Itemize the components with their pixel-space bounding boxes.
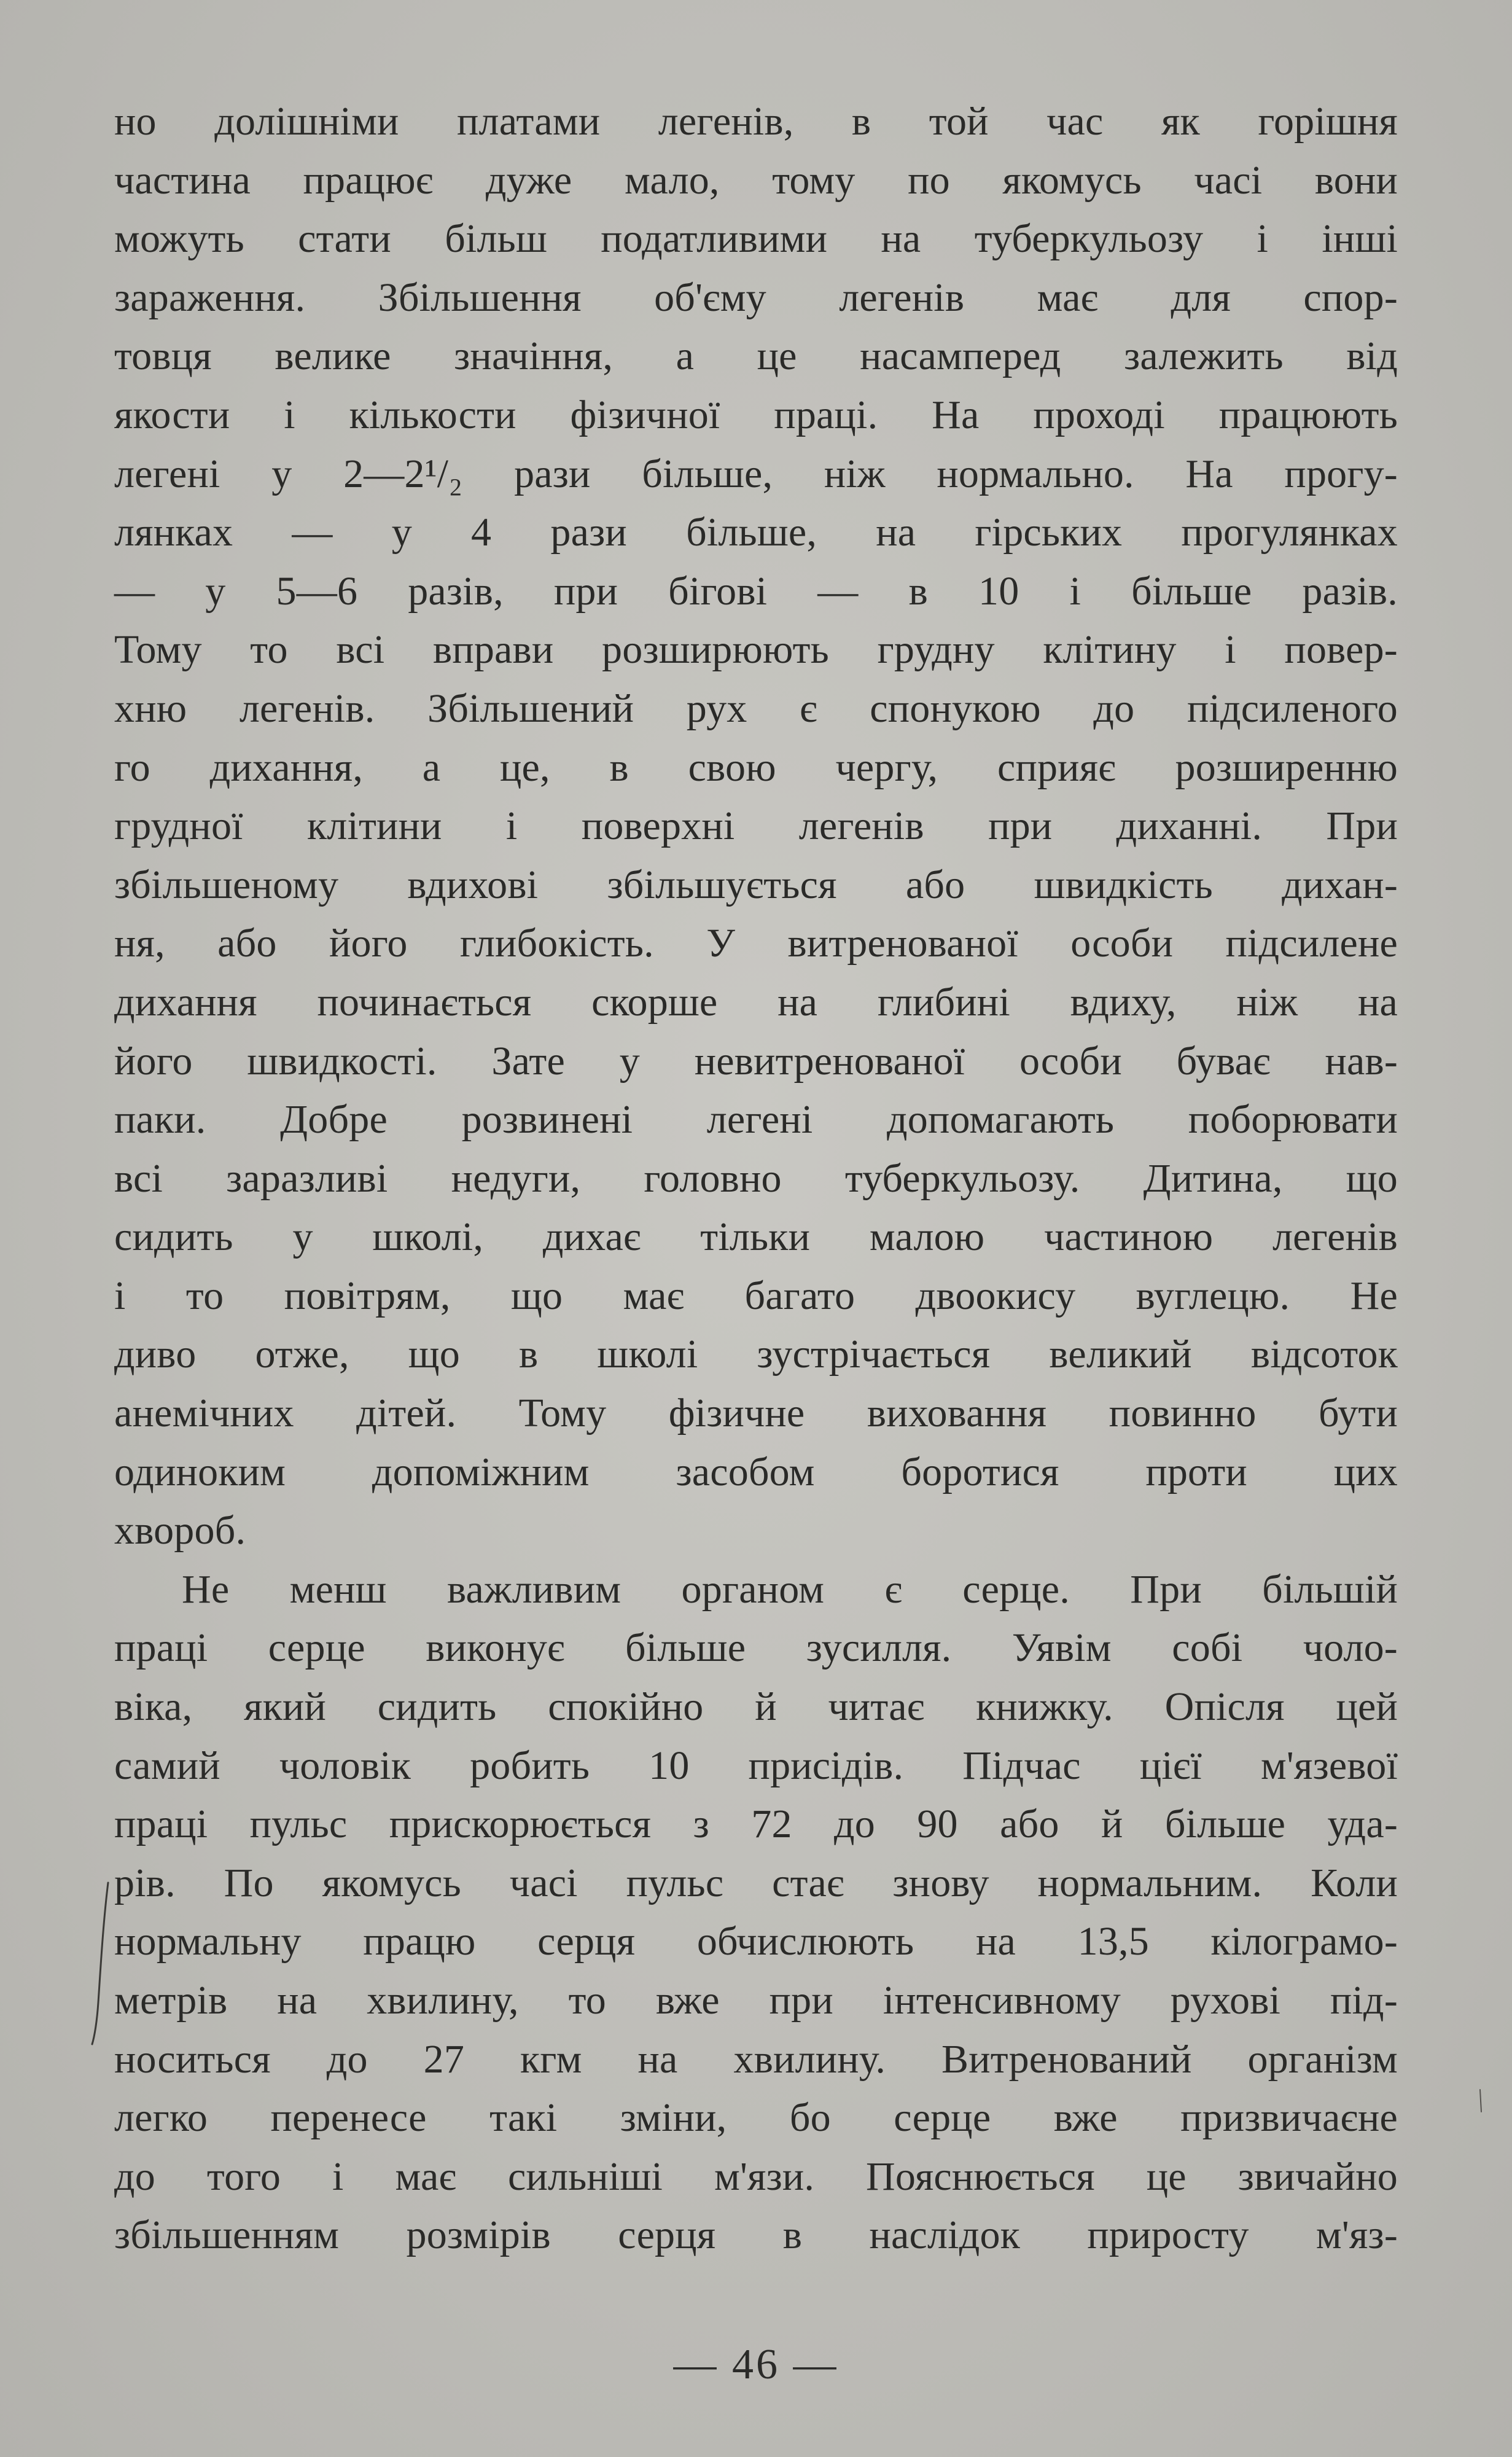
text-line: Тому то всі вправи розширюють грудну клітину і повер- xyxy=(114,627,1398,673)
text-line: його швидкості. Зате у невитренованої особи буває нав- xyxy=(114,1038,1398,1084)
text-line: частина працює дуже мало, тому по якомусь часі вони xyxy=(114,157,1398,203)
margin-speck xyxy=(1479,2088,1483,2113)
text-line: лянках — у 4 рази більше, на гірських прогулянках xyxy=(114,510,1398,555)
body-text xyxy=(114,92,1398,2265)
text-line: і то повітрям, що має багато двоокису вуглецю. Не xyxy=(114,1273,1398,1318)
pencil-margin-mark xyxy=(90,1880,114,2045)
text-line: легко перенесе такі зміни, бо серце вже призвичаєне xyxy=(114,2095,1398,2141)
text-line: хню легенів. Збільшений рух є спонукою до підсиленого xyxy=(114,686,1398,731)
text-line: но долішніми платами легенів, в той час як горішня xyxy=(114,99,1398,144)
text-line: до того і має сильніші м'язи. Пояснюється це звичайно xyxy=(114,2154,1398,2199)
text-line: всі заразливі недуги, головно туберкульозу. Дитина, що xyxy=(114,1155,1398,1201)
text-line: праці пульс прискорюється з 72 до 90 або й більше уда- xyxy=(114,1802,1398,1847)
text-line: анемічних дітей. Тому фізичне виховання повинно бути xyxy=(114,1391,1398,1436)
text-line: можуть стати більш податливими на туберкульозу і інші xyxy=(114,216,1398,262)
text-line: го дихання, а це, в свою чергу, сприяє розширенню xyxy=(114,744,1398,790)
text-line: паки. Добре розвинені легені допомагають поборювати xyxy=(114,1097,1398,1143)
text-line: якости і кількости фізичної праці. На проході працюють xyxy=(114,392,1398,437)
text-line: збільшенням розмірів серця в наслідок приросту м'яз- xyxy=(114,2213,1398,2258)
text-line: самий чоловік робить 10 присідів. Підчас цієї м'язевої xyxy=(114,1743,1398,1788)
text-line: одиноким допоміжним засобом боротися проти цих xyxy=(114,1449,1398,1494)
text-line: метрів на хвилину, то вже при інтенсивному рухові під- xyxy=(114,1978,1398,2023)
text-line: сидить у школі, дихає тільки малою частиною легенів xyxy=(114,1214,1398,1260)
text-line: носиться до 27 кгм на хвилину. Витренований організм xyxy=(114,2036,1398,2082)
text-line: легені у 2—2¹/₂ рази більше, ніж нормально. На прогу- xyxy=(114,451,1398,496)
text-line: диво отже, що в школі зустрічається великий відсоток xyxy=(114,1332,1398,1377)
text-line: віка, який сидить спокійно й читає книжку. Опісля цей xyxy=(114,1684,1398,1730)
text-line: зараження. Збільшення об'єму легенів має для спор- xyxy=(114,275,1398,320)
text-line: Не менш важливим органом є серце. При більшій xyxy=(182,1566,1398,1612)
text-line: збільшеному вдихові збільшується або швидкість дихан- xyxy=(114,862,1398,907)
text-line: товця велике значіння, а це насамперед залежить від xyxy=(114,334,1398,379)
text-line: дихання починається скорше на глибині вдиху, ніж на xyxy=(114,979,1398,1025)
text-line: — у 5—6 разів, при бігові — в 10 і більше разів. xyxy=(114,568,1398,614)
text-line: праці серце виконує більше зусилля. Уявім собі чоло- xyxy=(114,1625,1398,1671)
text-line: нормальну працю серця обчислюють на 13,5 кілограмо- xyxy=(114,1919,1398,1964)
text-line: рів. По якомусь часі пульс стає знову нормальним. Коли xyxy=(114,1860,1398,1905)
text-line: грудної клітини і поверхні легенів при диханні. При xyxy=(114,803,1398,849)
page-number: — 46 — xyxy=(673,2341,839,2388)
text-line: ня, або його глибокість. У витренованої особи підсилене xyxy=(114,921,1398,966)
text-line: хвороб. xyxy=(114,1508,246,1553)
